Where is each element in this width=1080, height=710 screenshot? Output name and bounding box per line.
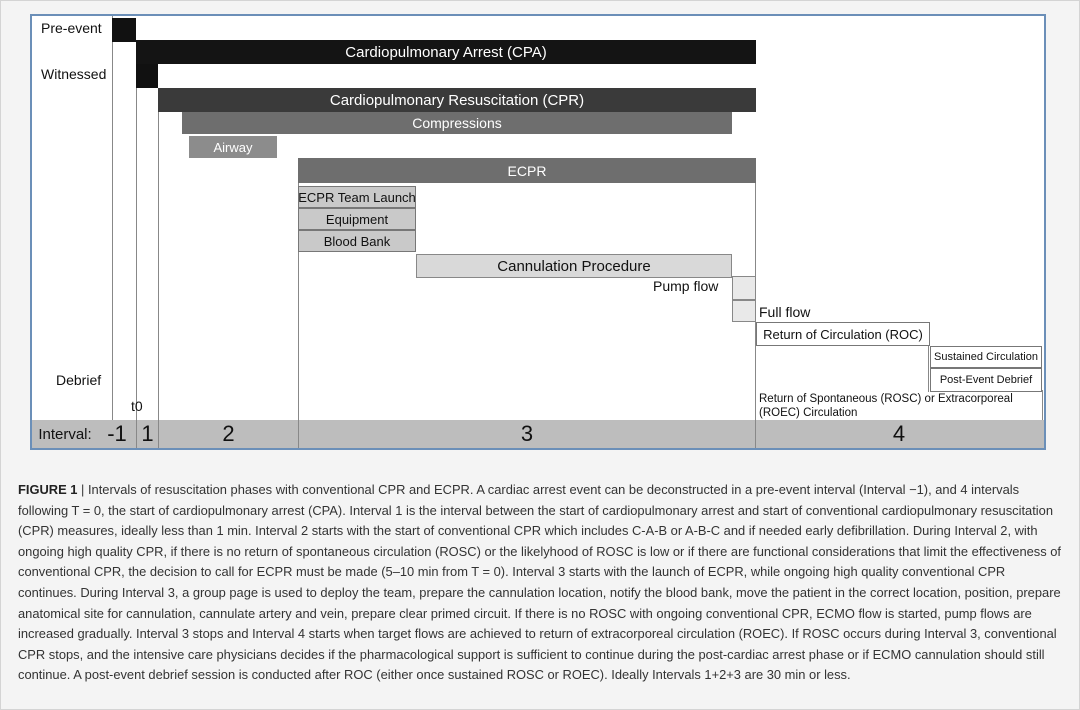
t0-line — [112, 16, 113, 420]
pre-event-marker — [112, 18, 136, 42]
caption-label: FIGURE 1 — [18, 482, 78, 497]
ecpr-bar: ECPR — [298, 158, 756, 183]
cannulation-bar: Cannulation Procedure — [416, 254, 732, 278]
witnessed-marker — [136, 64, 158, 88]
full-flow-label: Full flow — [759, 304, 811, 320]
rosc-roec-label: Return of Spontaneous (ROSC) or Extracorporeal (ROEC) Circulation — [759, 393, 1013, 419]
sustained-circulation-box: Sustained Circulation — [930, 346, 1042, 368]
ecpr-team-launch-bar: ECPR Team Launch — [298, 186, 416, 208]
debrief-label: Debrief — [56, 372, 102, 388]
post-event-debrief-box: Post-Event Debrief — [930, 368, 1042, 392]
interval-4: 4 — [755, 420, 1042, 448]
interval-3: 3 — [298, 420, 755, 448]
interval-minus1: -1 — [107, 421, 127, 446]
pump-flow-box — [732, 276, 756, 300]
t0-label: t0 — [131, 398, 143, 414]
equipment-bar: Equipment — [298, 208, 416, 230]
caption-separator: | — [77, 482, 88, 497]
cpr-bar: Cardiopulmonary Resuscitation (CPR) — [158, 88, 756, 112]
cpa-bar: Cardiopulmonary Arrest (CPA) — [136, 40, 756, 64]
figure-caption — [18, 480, 1062, 686]
timeline-figure — [30, 14, 1046, 450]
interval-2: 2 — [158, 420, 298, 448]
interval-label: Interval: — [38, 425, 92, 443]
pump-flow-label: Pump flow — [653, 278, 719, 294]
full-flow-box — [732, 300, 756, 322]
witnessed-label: Witnessed — [41, 66, 107, 82]
roc-box: Return of Circulation (ROC) — [756, 322, 930, 346]
airway-bar: Airway — [189, 136, 277, 158]
compressions-bar: Compressions — [182, 112, 732, 134]
blood-bank-bar: Blood Bank — [298, 230, 416, 252]
interval2-start-line — [158, 88, 159, 448]
interval-1: 1 — [136, 420, 158, 448]
caption-text: Intervals of resuscitation phases with conventional CPR and ECPR. A cardiac arrest event can be deconstructed in a pre-event interval (Interval −1), and 4 intervals following T = 0, the start of cardiopulmonary arrest (CPA). Interval 1 is the interval between the start of cardiopulmonary arrest and start of conventional cardiopulmonary resuscitation (CPR) measures, ideally less than 1 min. Interval 2 starts with the start of conventional CPR which includes C-A-B or A-B-C and if needed early defibrillation. During Interval 2, with ongoing high quality CPR, if there is no return of spontaneous circulation (ROSC) or the likelyhood of ROSC is low or if there are functional considerations that limit the effectiveness of conventional CPR, the decision to call for ECPR must be made (5–10 min from T = 0). Interval 3 starts with the launch of ECPR, while ongoing high quality conventional CPR continues. During Interval 3, a group page is used to deploy the team, prepare the cannulation location, notify the blood bank, move the patient in the correct location, position, prepare anatomical site for cannulation, cannulate artery and vein, prepare clear primed circuit. If there is no ROSC with ongoing conventional CPR, ECMO flow is started, pump flows are increased gradually. Interval 3 stops and Interval 4 starts when target flows are achieved to return of extracorporeal circulation (ROEC). If ROSC occurs during Interval 3, conventional CPR stops, and the intensive care physicians decides if the pharmacological support is sufficient to continue during the post-cardiac arrest phase or if ECMO cannulation should still continue. A post-event debrief session is conducted after ROC (either once sustained ROSC or ROEC). Ideally Intervals 1+2+3 are 30 min or less. — [18, 482, 1062, 683]
pre-event-label: Pre-event — [41, 20, 102, 36]
interval1-start-line — [136, 46, 137, 420]
